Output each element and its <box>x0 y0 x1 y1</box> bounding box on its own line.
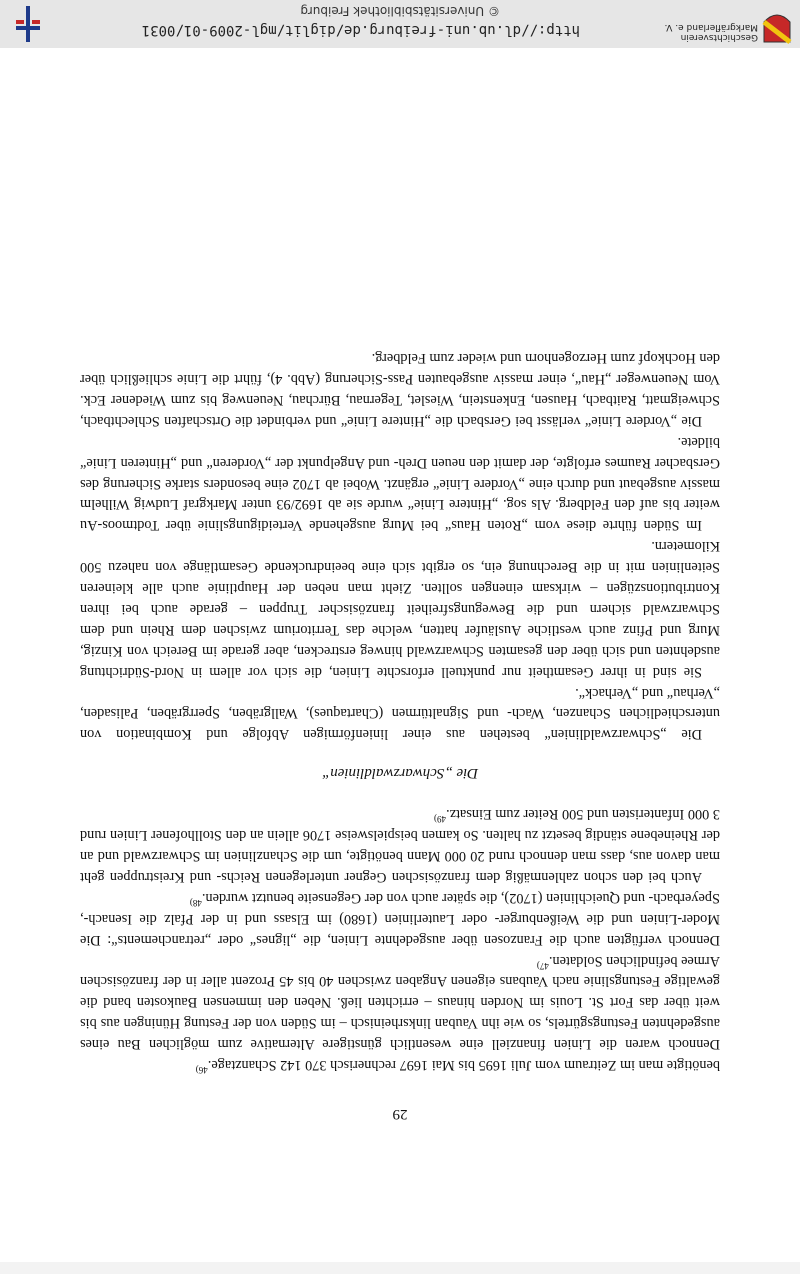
footnote-ref: 48) <box>189 897 202 908</box>
footnote-ref: 47) <box>536 960 549 971</box>
bottom-bar <box>0 1262 800 1274</box>
document-page <box>80 347 720 1124</box>
paragraph-6: Sie sind in ihrer Gesamtheit nur punktuell erforschte Linien, die sich vor allem in Nord-Südrichtung ausdehnten und sich über den gesamten Schwarzwald hinweg erstrecken, aber gerade im Bereich von Kinzig, Murg und Pfinz auch westliche Ausläufer hatten, welche das Territorium zwischen dem Rhein und dem Schwarzwald sichern und die Bewegungsfreiheit französischer Truppen – gerade auch bei ihren Kontributionszügen – wirksam einengen sollten. Zieht man neben der Hauptlinie auch alle kleineren Seitenlinien mit in die Berechnung ein, so ergibt sich eine beeindruckende Gesamtlänge von nahezu 500 Kilometern. <box>80 538 720 680</box>
paragraph-8: Die „Vordere Linie“ verlässt bei Gersbach die „Hintere Linie“ und verbindet die Ortschaften Schlechtbach, Schweigmatt, Raitbach, Hausen, Enkenstein, Wieslet, Tegernau, Bürchau, Neuenweg bis zum Wiedener Eck. Vom Neuenweger „Hau“, einer massiv ausgebauten Pass-Sicherung (Abb. 4), führt die Linie schließlich über den Hochkopf zum Herzogenhorn und wieder zum Feldberg. <box>80 350 720 429</box>
section-heading: Die „Schwarzwaldlinien“ <box>321 765 479 782</box>
paragraph-5: Die „Schwarzwaldlinien“ bestehen aus einer linienförmigen Abfolge und Kombination von unterschiedlichen Schanzen, Wach- und Signaltürmen (Chartaques), Wallgräben, Sperrgräben, Palisaden, „Verhau“ und „Verhack“. <box>80 684 720 743</box>
copyright-text: © Universitätsbibliothek Freiburg <box>300 4 500 18</box>
page-number: 29 <box>392 1106 408 1122</box>
paragraph-2: Dennoch waren die Linien finanziell eine wesentlich günstigere Alternative zum möglichen Bau eines ausgedehnten Festungsgürtels, so wie ihn Vauban linksrheinisch – im Süden von der Festung Hüningen aus bis weit über das Fort St. Louis im Norden hinaus – errichten ließ. Neben den immensen Baukosten band die gewaltige Festungslinie nach Vaubans eigenen Angaben zwischen 40 bis 45 Prozent aller in der französischen Armee befindlichen Soldaten.$^{47)}$ <box>80 952 720 1053</box>
header-bar <box>0 0 800 48</box>
paragraph-7: Im Süden führte diese vom „Roten Haus“ bei Murg ausgehende Verteidigungslinie über Todtmoos-Au weiter bis auf den Feldberg. Als sog. „Hintere Linie“ wurde sie ab 1692/93 unter Markgraf Ludwig Wilhelm massiv ausgebaut und durch eine „Vordere Linie“ ergänzt. Wobei ab 1702 eine besonders starke Sicherung des Gersbacher Raumes erfolgte, der damit den neuen Dreh- und Angelpunkt der „Vorderen“ und „Hinteren Linie“ bildete. <box>80 433 720 534</box>
society-name: Geschichtsverein Markgräflerland e. V. <box>664 22 758 42</box>
university-library-logo-icon <box>8 4 48 44</box>
footnote-ref: 49) <box>434 813 447 824</box>
society-crest-icon <box>762 6 792 44</box>
paragraph-1: benötigte man im Zeitraum vom Juli 1695 bis Mai 1697 rechnerisch 370 142 Schanztage.$^{46)}$ <box>195 1057 720 1075</box>
document-url-link[interactable]: http://dl.ub.uni-freiburg.de/diglit/mgl-2009-01/0031 <box>141 22 580 38</box>
paragraph-3: Dennoch verfügten auch die Franzosen über ausgedehnte Linien, die „lignes“ oder „retranchements“: Die Moder-Linien und die Weißenburger- oder Lauterlinien (1680) im Elsass und in der Pfalz die Isenach-, Speyerbach- und Queichlinien (1702), die später auch von der Gegenseite benutzt wurden.$^{48)}$ <box>80 889 720 948</box>
paragraph-4: Auch bei den schon zahlenmäßig dem französischen Gegner unterlegenen Reichs- und Kreistruppen geht man davon aus, dass man dennoch rund 20 000 Mann benötigte, um die Schanzlinien im Schwarzwald und an der Rheinebene ständig besetzt zu halten. So kamen beispielsweise 1706 allein an den Stollhofener Linien rund 3 000 Infanteristen und 500 Reiter zum Einsatz.$^{49)}$ <box>80 806 720 885</box>
footnote-ref: 46) <box>195 1064 208 1075</box>
